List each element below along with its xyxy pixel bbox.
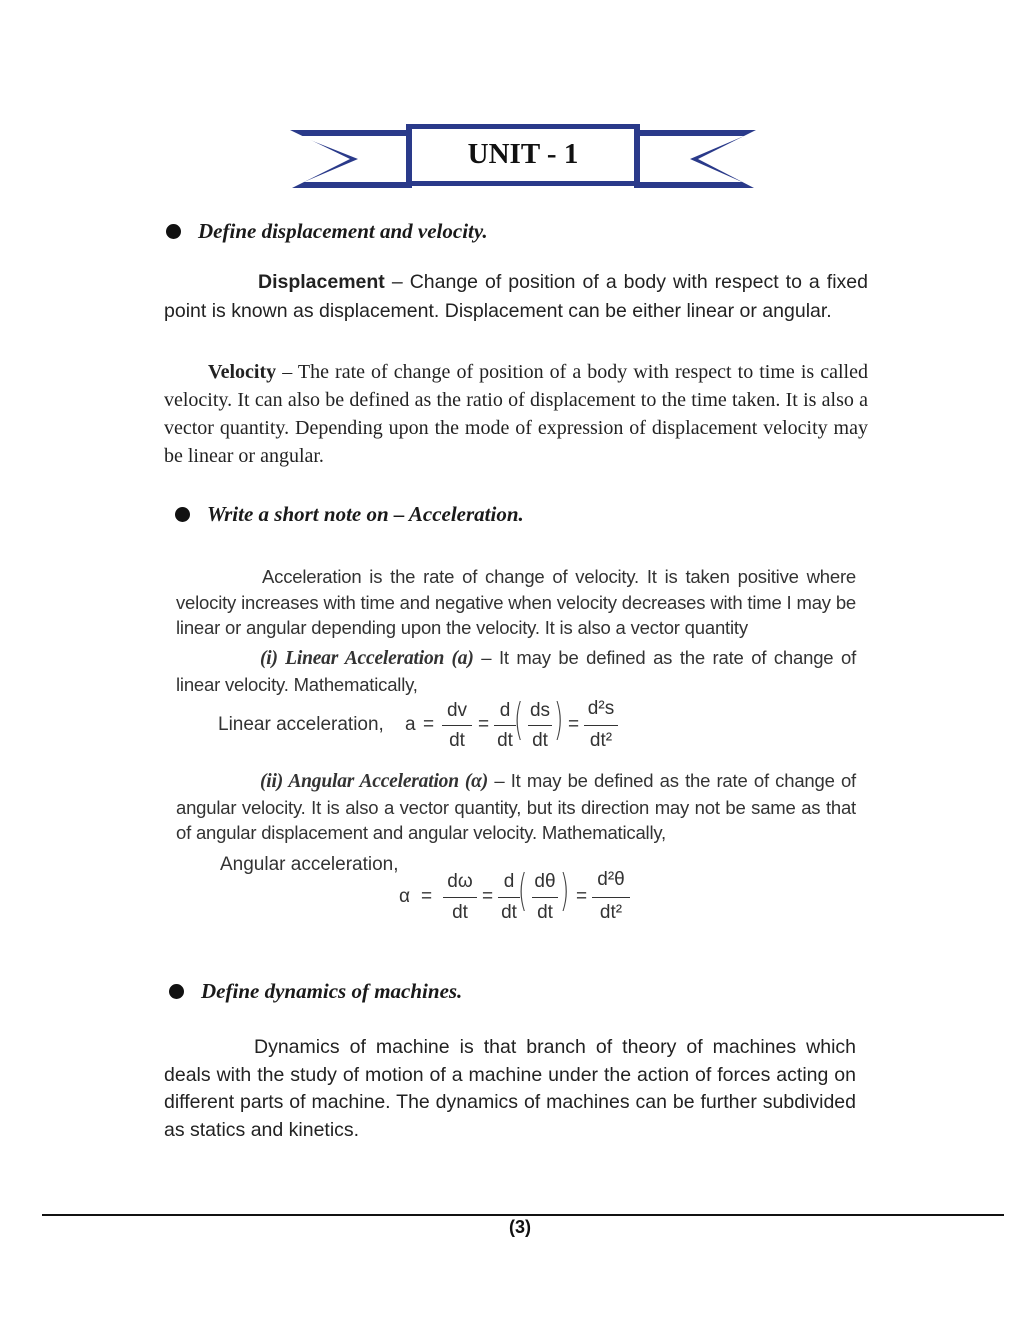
term-velocity: Velocity xyxy=(208,361,277,383)
equals-sign: = xyxy=(478,714,490,735)
angular-acceleration-title: (ii) Angular Acceleration (α) xyxy=(260,771,489,792)
heading-dynamics-machines xyxy=(169,979,462,1004)
displacement-definition: – Change of position of a body with respect to a fixed point is known as displacement. Displacement can be either linear or angular. xyxy=(164,271,868,322)
linear-acceleration-title: (i) Linear Acceleration (a) xyxy=(260,648,474,669)
angular-eq-num-3: dθ xyxy=(534,871,556,892)
linear-acceleration-text: – It may be defined as the rate of change of linear velocity. Mathematically, xyxy=(176,647,857,695)
angular-eq-den-3: dt xyxy=(537,902,553,923)
angular-eq-num-4: d²θ xyxy=(597,869,625,890)
angular-equation-label: Angular acceleration, xyxy=(220,854,399,875)
left-paren: ( xyxy=(513,694,524,745)
angular-eq-num-1: dω xyxy=(447,871,473,892)
linear-eq-lhs: a xyxy=(405,714,416,735)
equals-sign: = xyxy=(482,886,494,907)
paragraph-acceleration-intro: Acceleration is the rate of change of velocity. It is taken positive where velocity increases with time and negative when velocity decreases with time I may be linear or angular depending upon the velocity. It is also a vector quantity xyxy=(176,566,856,638)
equals-sign: = xyxy=(423,714,435,735)
linear-eq-den-2: dt xyxy=(497,730,513,751)
bullet-icon xyxy=(166,224,181,239)
right-paren: ) xyxy=(559,865,570,916)
paragraph-linear-acceleration xyxy=(176,645,856,697)
linear-eq-den-4: dt² xyxy=(589,730,613,751)
term-displacement: Displacement xyxy=(258,271,385,293)
heading-displacement-velocity xyxy=(166,219,488,244)
heading-text: Define displacement and velocity. xyxy=(198,219,488,243)
linear-eq-num-1: dv xyxy=(446,700,468,721)
linear-eq-den-1: dt xyxy=(449,730,465,751)
fraction-bar xyxy=(443,897,477,898)
heading-text: Write a short note on – Acceleration. xyxy=(207,502,524,526)
fraction-bar xyxy=(528,725,552,726)
angular-eq-den-4: dt² xyxy=(599,902,623,923)
angular-eq-den-1: dt xyxy=(452,902,468,923)
angular-eq-num-2: d xyxy=(503,871,515,892)
bullet-icon xyxy=(175,507,190,522)
page-number: (3) xyxy=(509,1217,531,1237)
angular-eq-lhs: α xyxy=(399,886,410,907)
linear-eq-num-3: ds xyxy=(529,700,551,721)
right-paren: ) xyxy=(553,694,564,745)
heading-acceleration xyxy=(175,502,524,527)
unit-title: UNIT - 1 xyxy=(467,137,579,170)
fraction-bar xyxy=(592,897,630,898)
equals-sign: = xyxy=(576,886,588,907)
angular-eq-den-2: dt xyxy=(501,902,517,923)
left-paren: ( xyxy=(517,865,528,916)
angular-acceleration-text: – It may be defined as the rate of change of angular velocity. It is also a vector quantity, but its direction may not be same as that of angular displacement and angular velocity. Mathematically, xyxy=(176,770,856,843)
fraction-bar xyxy=(494,725,516,726)
linear-eq-den-3: dt xyxy=(532,730,548,751)
paragraph-velocity xyxy=(164,358,868,470)
velocity-definition: – The rate of change of position of a body with respect to time is called velocity. It can also be defined as the ratio of displacement to the time taken. It is also a vector quantity. Depending upon the mode of expression of displacement velocity may be linear or angular. xyxy=(164,361,868,467)
equals-sign: = xyxy=(568,714,580,735)
heading-text: Define dynamics of machines. xyxy=(201,979,463,1003)
paragraph-angular-acceleration xyxy=(176,768,856,846)
linear-equation-label: Linear acceleration, xyxy=(218,714,384,735)
fraction-bar xyxy=(532,897,558,898)
paragraph-dynamics: Dynamics of machine is that branch of theory of machines which deals with the study of motion of a machine under the action of forces acting on different parts of machine. The dynamics of machines can be further subdivided as statics and kinetics. xyxy=(164,1036,856,1141)
bullet-icon xyxy=(169,984,184,999)
fraction-bar xyxy=(498,897,520,898)
linear-eq-num-4: d²s xyxy=(587,698,615,719)
fraction-bar xyxy=(442,725,472,726)
linear-eq-num-2: d xyxy=(499,700,511,721)
equals-sign: = xyxy=(421,886,433,907)
fraction-bar xyxy=(584,725,618,726)
footer-rule xyxy=(42,1214,1004,1216)
paragraph-displacement xyxy=(164,268,868,326)
unit-banner xyxy=(288,122,758,194)
